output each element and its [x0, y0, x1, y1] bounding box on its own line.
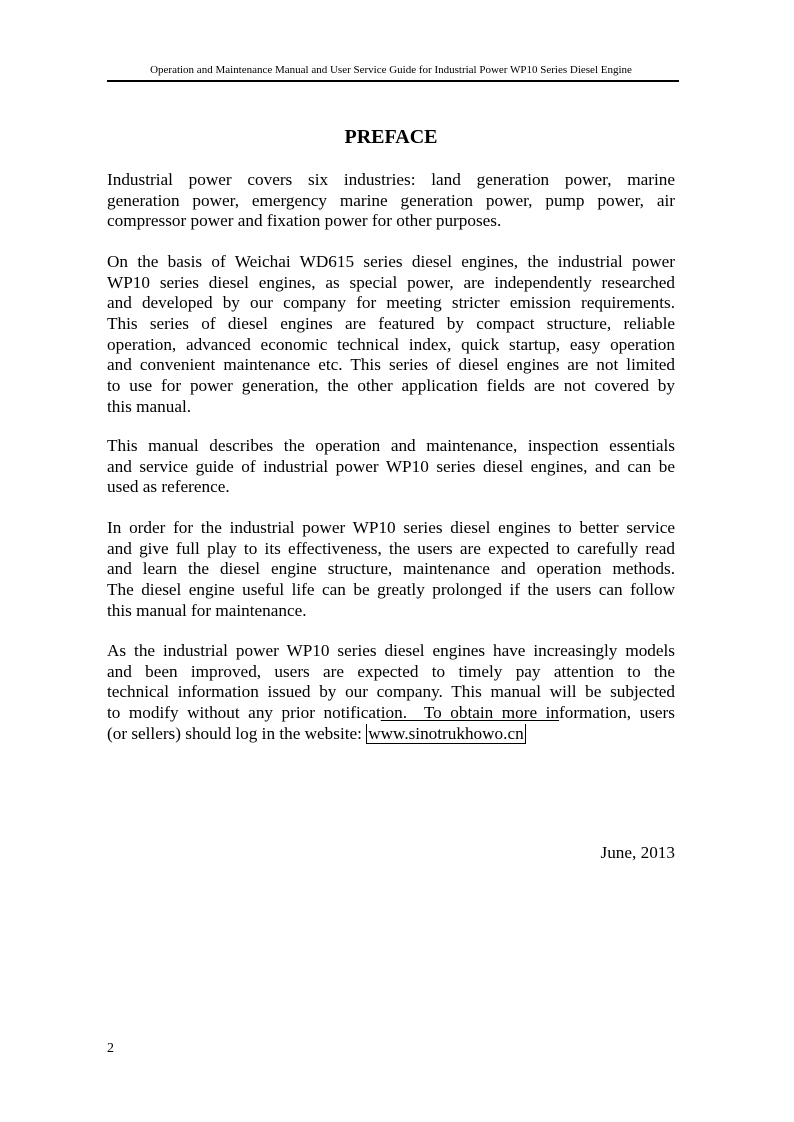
date: June, 2013	[600, 843, 675, 862]
paragraph-2	[107, 252, 675, 418]
text-line: this manual for maintenance.	[107, 600, 307, 620]
text-line: and been improved, users are expected to timely pay attention to the	[107, 661, 675, 681]
text-line: and convenient maintenance etc. This series of diesel engines are not limited	[107, 355, 675, 375]
paragraph-5	[107, 641, 675, 748]
text-line: and developed by our company for meeting stricter emission requirements.	[107, 293, 675, 313]
underlined-text: ion. To obtain more in	[380, 703, 560, 723]
text-line: operation, advanced economic technical index, quick startup, easy operation	[107, 334, 675, 354]
text-line: compressor power and fixation power for other purposes.	[107, 211, 502, 231]
paragraph-3	[107, 436, 675, 498]
text-line: used as reference.	[107, 477, 230, 497]
text-line	[107, 703, 675, 724]
text-fragment: (or sellers) should log in the website:	[107, 723, 367, 743]
text-line: In order for the industrial power WP10 series diesel engines to better service	[107, 518, 675, 537]
text-line	[107, 724, 675, 748]
paragraph-4	[107, 518, 675, 621]
page-title: PREFACE	[344, 126, 438, 148]
text-line: technical information issued by our company. This manual will be subjected	[107, 682, 675, 702]
text-line: On the basis of Weichai WD615 series diesel engines, the industrial power	[107, 252, 675, 271]
text-fragment: to modify without any prior notificat	[107, 703, 381, 723]
page-number: 2	[107, 1041, 114, 1056]
text-line: Industrial power covers six industries: land generation power, marine	[107, 170, 675, 189]
text-line: The diesel engine useful life can be greatly prolonged if the users can follow	[107, 580, 675, 600]
text-line: and service guide of industrial power WP10 series diesel engines, and can be	[107, 456, 675, 476]
text-line: WP10 series diesel engines, as special power, are independently researched	[107, 272, 675, 292]
website-link[interactable]: www.sinotrukhowo.cn	[368, 723, 524, 743]
paragraph-1	[107, 170, 675, 232]
text-line: As the industrial power WP10 series diesel engines have increasingly models	[107, 641, 675, 660]
text-line: this manual.	[107, 396, 192, 416]
text-line: and learn the diesel engine structure, maintenance and operation methods.	[107, 559, 675, 579]
header-rule	[107, 80, 679, 82]
text-line: and give full play to its effectiveness, the users are expected to carefully read	[107, 538, 675, 558]
text-line: to use for power generation, the other application fields are not covered by	[107, 376, 675, 396]
text-fragment: formation, users	[559, 703, 675, 723]
text-line: This manual describes the operation and maintenance, inspection essentials	[107, 436, 675, 455]
running-header: Operation and Maintenance Manual and User Service Guide for Industrial Power WP10 Series Diesel Engine	[150, 64, 632, 76]
text-line: This series of diesel engines are featured by compact structure, reliable	[107, 314, 675, 334]
text-line: generation power, emergency marine generation power, pump power, air	[107, 190, 675, 210]
